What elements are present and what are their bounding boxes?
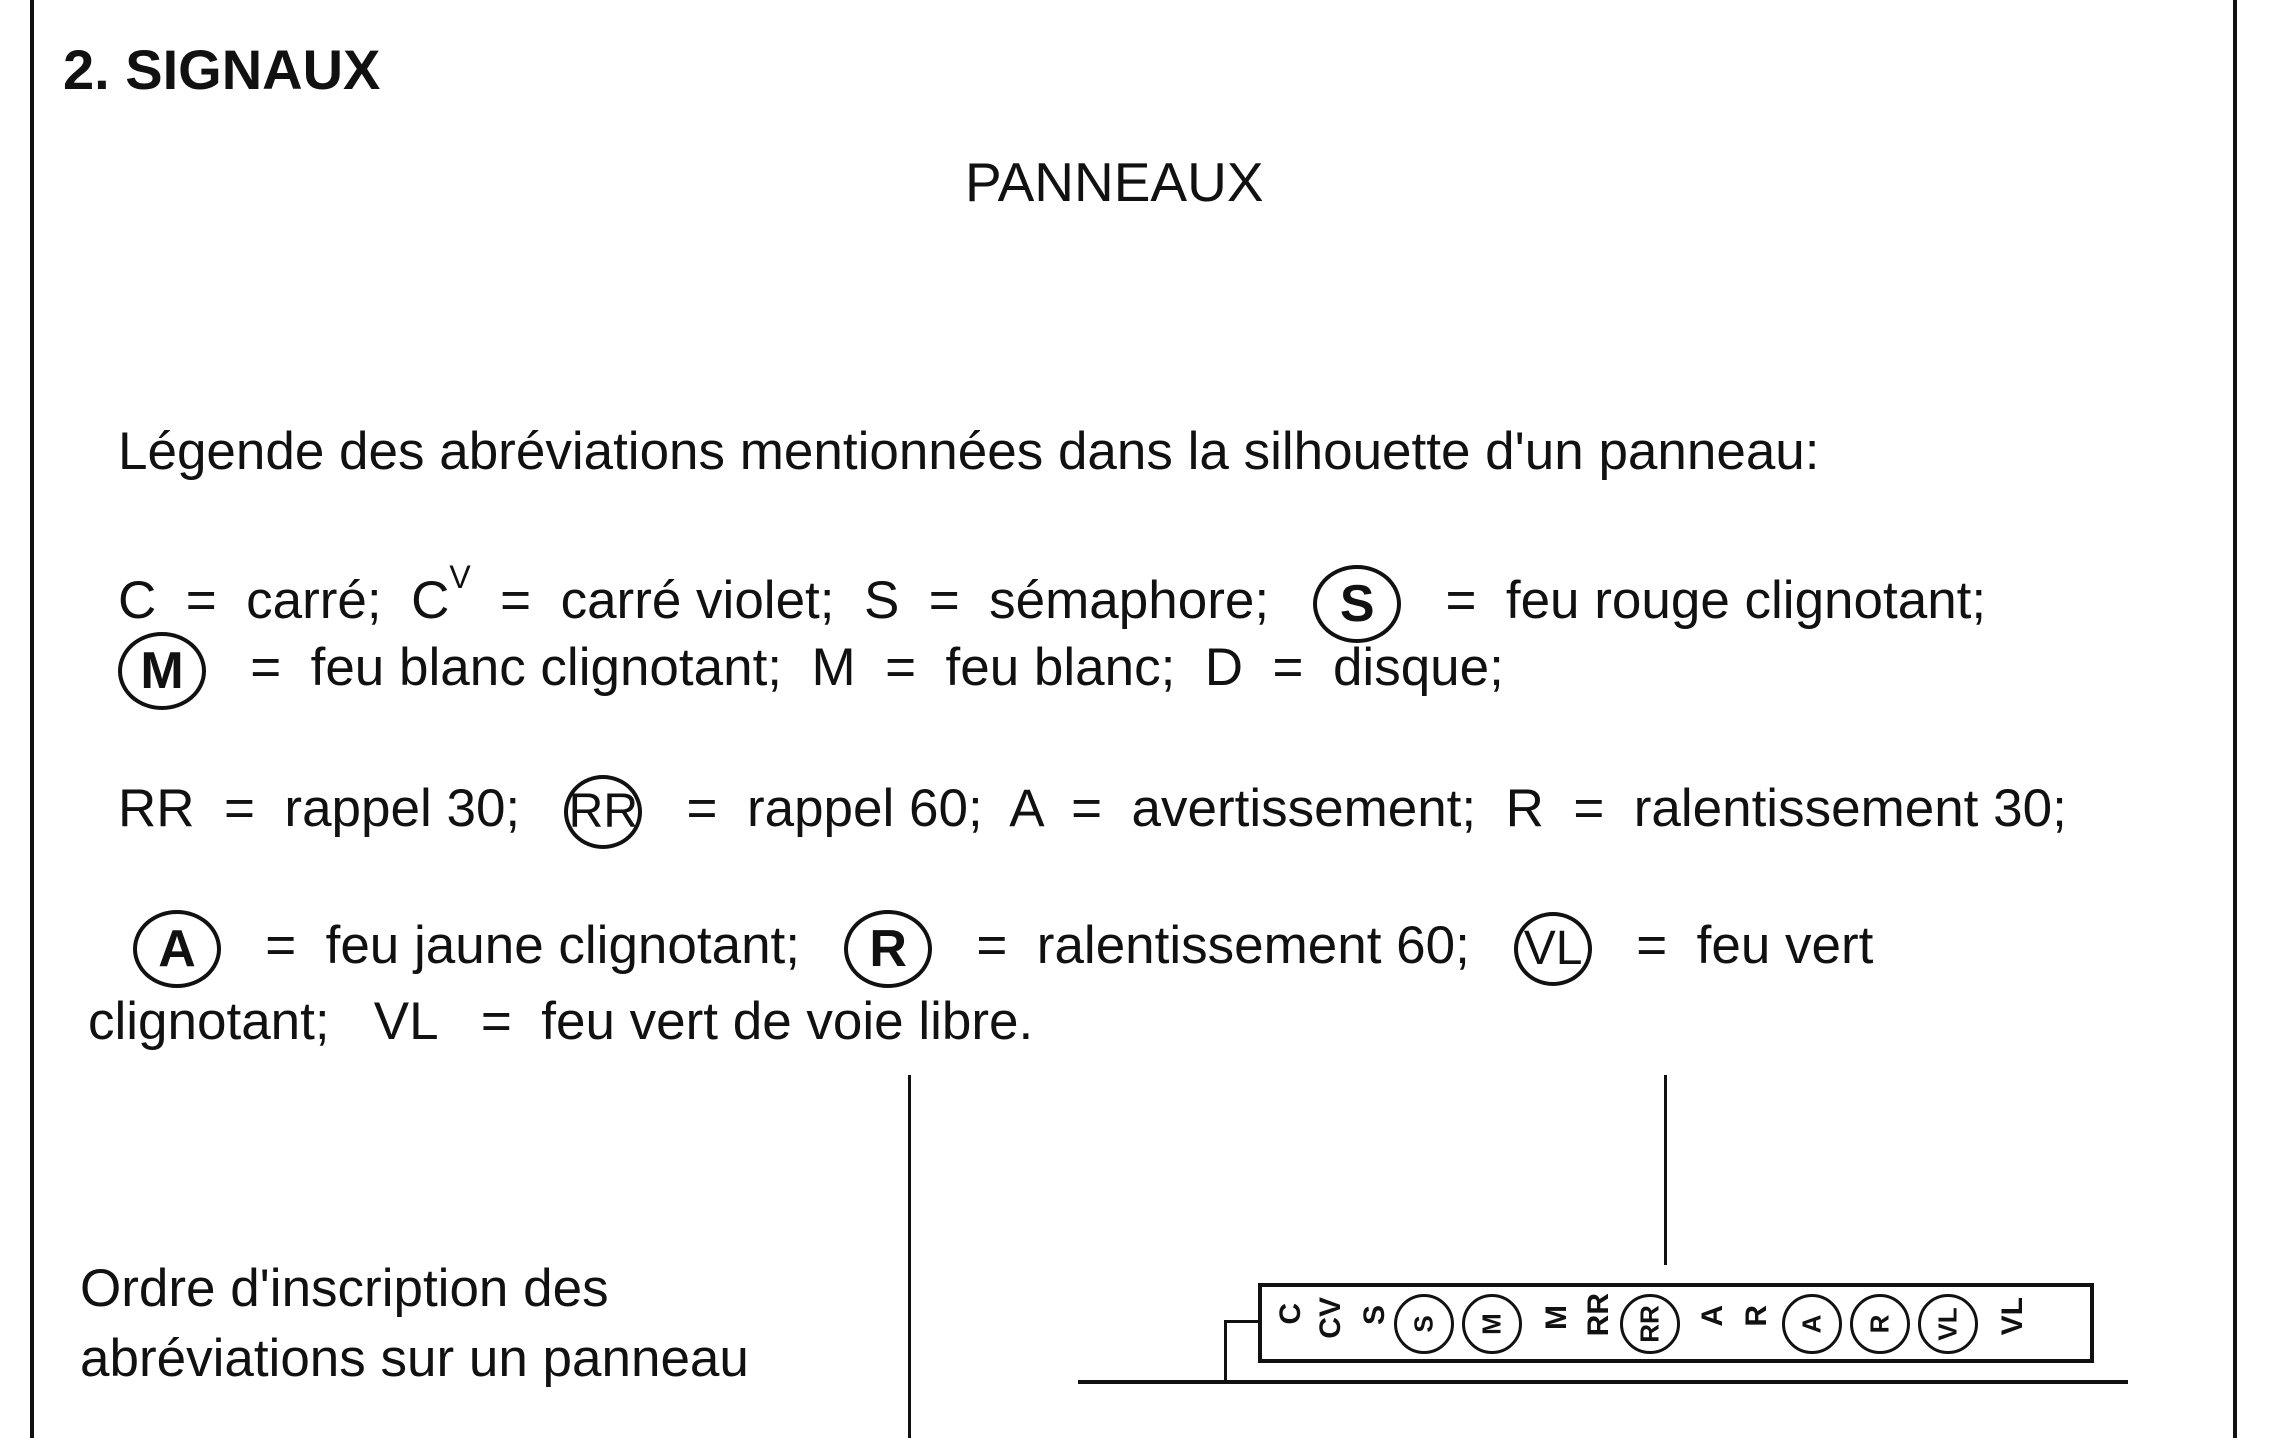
panel-vl-circle-icon	[1918, 1294, 1978, 1354]
def-feu-blanc-clign: feu blanc clignotant;	[310, 638, 783, 697]
panel-m-circle-icon	[1462, 1294, 1522, 1354]
abbr-cv-base: C	[411, 571, 450, 630]
section-title: 2. SIGNAUX	[63, 38, 381, 101]
def-clignotant: clignotant;	[88, 992, 330, 1051]
equals: =	[185, 571, 217, 630]
panel-rr-circle-icon	[1620, 1294, 1680, 1354]
legend-intro: Légende des abréviations mentionnées dans la silhouette d'un panneau:	[118, 422, 1820, 481]
panel-rr: RR	[1582, 1293, 1615, 1337]
signal-panel-diagram	[1258, 1283, 2094, 1363]
panel-r-circle-icon	[1850, 1294, 1910, 1354]
def-carre: carré;	[246, 571, 382, 630]
abbr-m: M	[811, 638, 856, 697]
abbr-s: S	[863, 571, 900, 630]
panel-a-circle-icon	[1782, 1294, 1842, 1354]
abbr-c: C	[118, 571, 157, 630]
abbr-vl: VL	[373, 992, 437, 1051]
ground-line	[1078, 1380, 2128, 1384]
panel-a-circle-label: A	[1796, 1314, 1827, 1334]
def-ralent60: ralentissement 60;	[1036, 916, 1470, 975]
equals: =	[1071, 779, 1103, 838]
panel-cv: CV	[1314, 1297, 1347, 1339]
equals: =	[1636, 916, 1668, 975]
def-rappel30: rappel 30;	[284, 779, 521, 838]
abbr-cv	[411, 559, 471, 630]
abbr-rr: RR	[118, 779, 195, 838]
order-caption-line-2: abréviations sur un panneau	[80, 1329, 749, 1388]
panel-s-circle-label: S	[1408, 1315, 1439, 1333]
panel-vl-circle-label: VL	[1932, 1307, 1963, 1341]
abbr-a: A	[1009, 779, 1042, 838]
panel-support-arm	[1224, 1320, 1260, 1323]
def-feu-blanc: feu blanc;	[945, 638, 1176, 697]
def-ralent30: ralentissement 30;	[1633, 779, 2067, 838]
def-feu-rouge: feu rouge clignotant;	[1505, 571, 1987, 630]
frame-left-border	[30, 0, 34, 1438]
def-carre-violet: carré violet;	[560, 571, 835, 630]
equals: =	[480, 992, 512, 1051]
equals: =	[1573, 779, 1605, 838]
abbr-m-circle-icon: M	[118, 632, 206, 710]
equals: =	[1445, 571, 1477, 630]
abbr-d: D	[1204, 638, 1244, 697]
legend-line-4	[133, 910, 1873, 988]
divider-line-right	[1664, 1075, 1667, 1265]
legend-line-2	[118, 632, 1504, 710]
panel-s: S	[1358, 1305, 1391, 1326]
abbr-vl-circle-icon: VL	[1514, 912, 1592, 986]
equals: =	[1272, 638, 1304, 697]
equals: =	[885, 638, 917, 697]
panel-r: R	[1740, 1305, 1773, 1327]
equals: =	[224, 779, 255, 838]
abbr-cv-sup: V	[449, 559, 471, 595]
panel-a: A	[1696, 1305, 1729, 1327]
panneaux-title: PANNEAUX	[965, 151, 1264, 213]
order-caption-line-1: Ordre d'inscription des	[80, 1259, 609, 1318]
equals: =	[250, 638, 282, 697]
panel-c: C	[1274, 1303, 1307, 1325]
abbr-r: R	[1505, 779, 1544, 838]
equals: =	[265, 916, 297, 975]
def-feu-jaune: feu jaune clignotant;	[325, 916, 801, 975]
legend-line-3	[118, 775, 2067, 849]
legend-line-5	[88, 992, 1034, 1051]
def-avertissement: avertissement;	[1131, 779, 1477, 838]
abbr-r-circle-icon: R	[844, 910, 932, 988]
panel-s-circle-icon	[1394, 1294, 1454, 1354]
equals: =	[686, 779, 718, 838]
divider-line-left	[908, 1075, 911, 1438]
abbr-s-circle-icon: S	[1313, 565, 1401, 643]
equals: =	[928, 571, 960, 630]
equals: =	[976, 916, 1008, 975]
frame-right-border	[2233, 0, 2237, 1438]
panel-support-post	[1224, 1320, 1227, 1382]
panel-r-circle-label: R	[1864, 1314, 1895, 1334]
def-disque: disque;	[1332, 638, 1504, 697]
abbr-a-circle-icon: A	[133, 910, 221, 988]
def-rappel60: rappel 60;	[746, 779, 983, 838]
def-feu-vert: feu vert	[1696, 916, 1874, 975]
def-semaphore: sémaphore;	[989, 571, 1270, 630]
abbr-rr-circle-icon: RR	[564, 775, 642, 849]
panel-rr-circle-label: RR	[1634, 1305, 1665, 1343]
panel-m-circle-label: M	[1476, 1313, 1507, 1335]
panel-m: M	[1540, 1305, 1573, 1330]
def-feu-vert-voie: feu vert de voie libre.	[541, 992, 1034, 1051]
equals: =	[500, 571, 532, 630]
panel-vl: VL	[1996, 1297, 2029, 1336]
